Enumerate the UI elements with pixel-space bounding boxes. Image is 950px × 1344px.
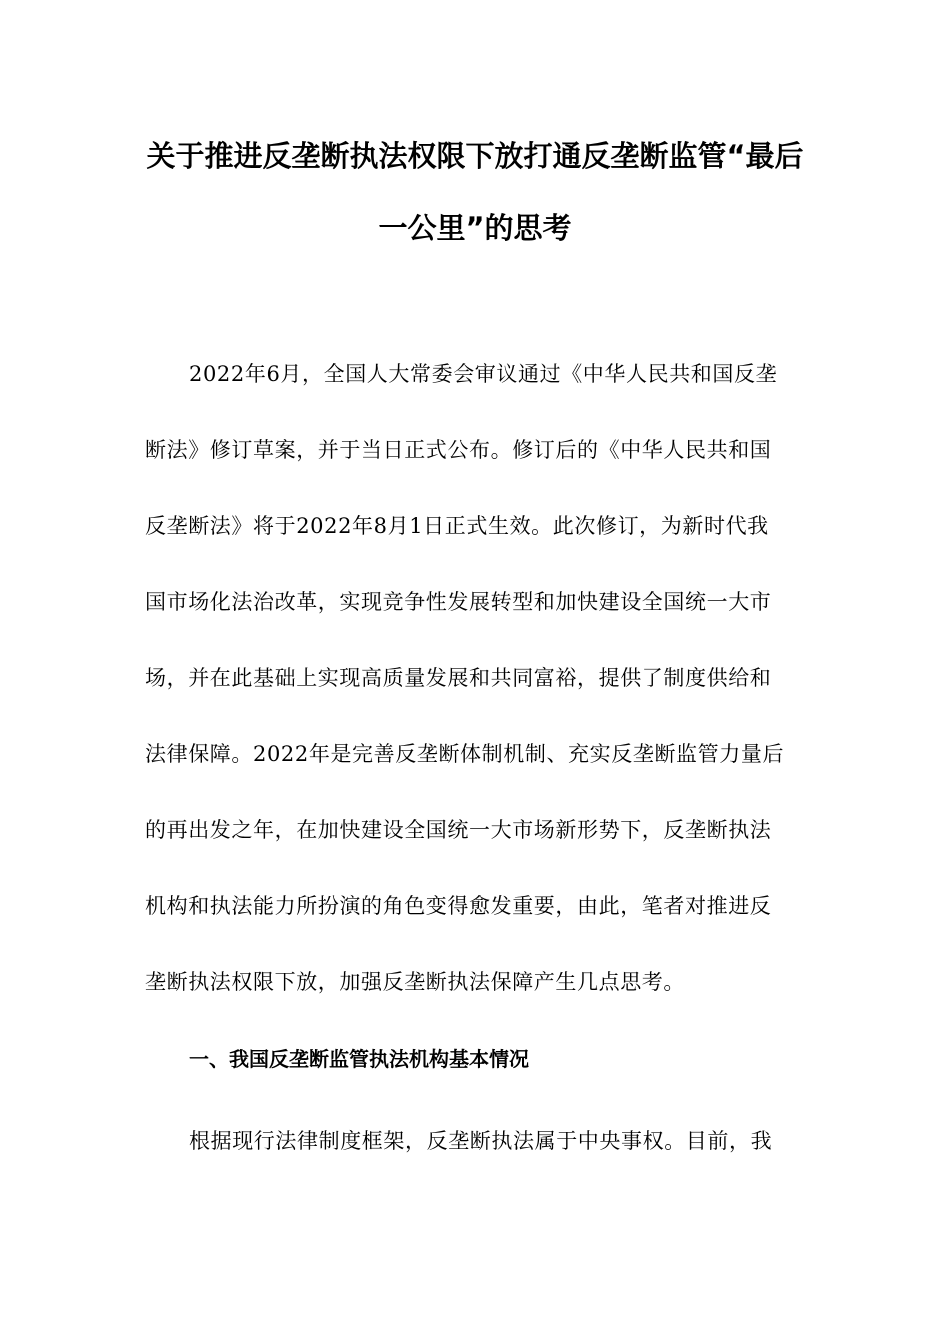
paragraph-2	[145, 1103, 805, 1179]
paragraph-line: 法律保障。2022年是完善反垄断体制机制、充实反垄断监管力量后	[145, 742, 785, 766]
document-title-line-1: 关于推进反垄断执法权限下放打通反垄断监管“最后	[146, 139, 804, 173]
paragraph-line: 机构和执法能力所扮演的角色变得愈发重要，由此，笔者对推进反	[145, 894, 772, 918]
paragraph-line: 断法》修订草案，并于当日正式公布。修订后的《中华人民共和国	[145, 438, 772, 462]
paragraph-line: 根据现行法律制度框架，反垄断执法属于中央事权。目前，我	[189, 1129, 773, 1153]
paragraph-line: 2022年6月，全国人大常委会审议通过《中华人民共和国反垄	[189, 362, 778, 386]
paragraph-line: 的再出发之年，在加快建设全国统一大市场新形势下，反垄断执法	[145, 818, 772, 842]
paragraph-line: 反垄断法》将于2022年8月1日正式生效。此次修订，为新时代我	[145, 514, 769, 538]
paragraph-line: 国市场化法治改革，实现竞争性发展转型和加快建设全国统一大市	[145, 590, 772, 614]
paragraph-line: 场，并在此基础上实现高质量发展和共同富裕，提供了制度供给和	[145, 666, 772, 690]
paragraph-line: 垄断执法权限下放，加强反垄断执法保障产生几点思考。	[145, 970, 685, 994]
document-title-line-2: 一公里”的思考	[378, 211, 572, 245]
paragraph-1	[145, 336, 805, 1020]
section-heading: 一、我国反垄断监管执法机构基本情况	[189, 1047, 529, 1071]
